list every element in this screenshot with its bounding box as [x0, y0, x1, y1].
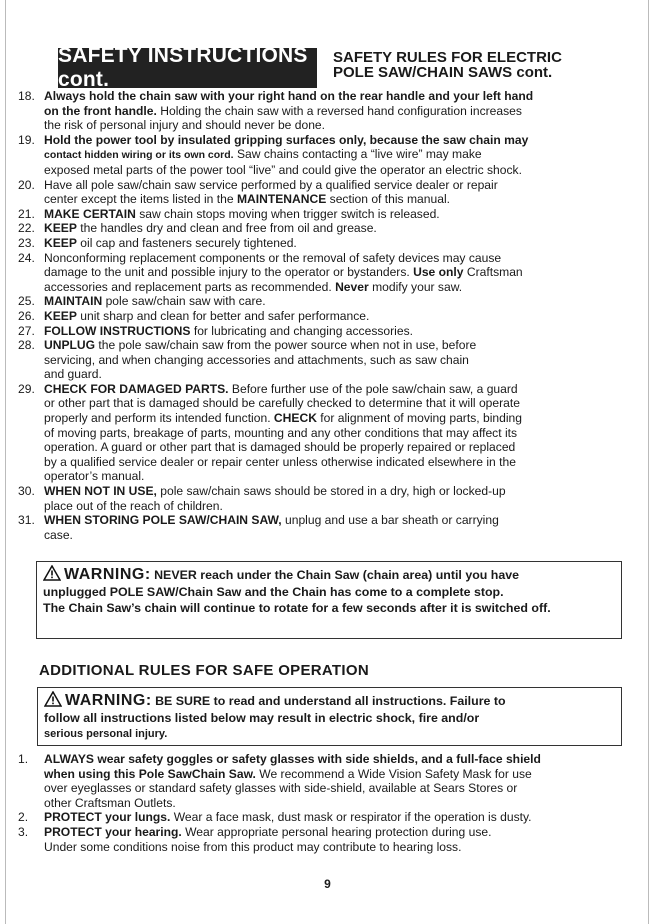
section-banner: SAFETY INSTRUCTIONS cont.: [58, 48, 317, 88]
rule-number: 22.: [18, 221, 35, 236]
page-edge-right: [648, 0, 649, 924]
warning-label: WARNING:: [65, 692, 152, 709]
rule-line: [44, 133, 644, 148]
rule-text: pole saw/chain saws should be stored in a dry, high or locked-up: [156, 484, 506, 499]
rule-number: 30.: [18, 484, 35, 499]
rule-line: [44, 796, 644, 811]
rule-line: [44, 251, 644, 266]
warning-line-2: follow all instructions listed below may result in electric shock, fire and/or: [44, 710, 480, 725]
rule-text: operator’s manual.: [44, 469, 145, 484]
rule-emphasis: Always hold the chain saw with your right hand on the rear handle and your left hand: [44, 89, 534, 103]
rule-number: 19.: [18, 132, 35, 147]
rule-line: [44, 207, 644, 222]
rule-emphasis: MAINTENANCE: [236, 192, 327, 207]
rule-text: the pole saw/chain saw from the power source when not in use, before: [95, 338, 477, 353]
rule-emphasis: KEEP: [44, 235, 77, 250]
rule-line: [44, 338, 644, 353]
rule-line: [44, 411, 644, 426]
rule-line: [44, 265, 644, 280]
rule-text: section of this manual.: [326, 192, 450, 207]
rule-number: 18.: [18, 89, 35, 103]
rule-text: Wear a face mask, dust mask or respirator if the operation is dusty.: [170, 810, 532, 825]
rule-line: [44, 840, 644, 855]
rule-line: [44, 367, 644, 382]
rule-line: [44, 192, 644, 207]
rule-item: [18, 294, 644, 309]
rule-text: pole saw/chain saw with care.: [102, 294, 266, 309]
warning-line-3: The Chain Saw’s chain will continue to rotate for a few seconds after it is switched off.: [43, 601, 551, 615]
warning-box-chain: [36, 561, 622, 639]
rule-number: 2.: [18, 810, 29, 825]
rule-emphasis: on the front handle.: [44, 103, 157, 118]
rule-line: [44, 353, 644, 368]
rule-number: 29.: [18, 381, 35, 396]
rule-emphasis: when using this Pole SawChain Saw.: [44, 766, 256, 781]
rule-number: 28.: [18, 338, 35, 353]
rule-text: Wear appropriate personal hearing protection during use.: [181, 824, 492, 839]
rule-text: properly and perform its intended function.: [44, 411, 274, 426]
rule-number: 23.: [18, 235, 35, 250]
rule-text: damage to the unit and possible injury to the operator or bystanders.: [44, 265, 414, 280]
rule-line: [44, 426, 644, 441]
rule-text: or other part that is damaged should be carefully checked to determine that it will operate: [44, 396, 520, 411]
rule-text: exposed metal parts of the power tool “live” and could give the operator an electric shock.: [44, 162, 522, 177]
rule-emphasis: WHEN STORING POLE SAW/CHAIN SAW,: [44, 513, 282, 528]
rule-item: [18, 178, 644, 207]
rule-text: operation. A guard or other part that is damaged should be properly repaired or replaced: [44, 440, 516, 455]
rule-item: [18, 221, 644, 236]
rule-item: [18, 207, 644, 222]
rule-line: [44, 178, 644, 193]
rule-line: [44, 440, 644, 455]
rule-text: Before further use of the pole saw/chain saw, a guard: [228, 381, 518, 396]
rule-line: [44, 396, 644, 411]
rule-line: [44, 118, 644, 133]
rule-line: [44, 89, 644, 104]
rule-line: [44, 294, 644, 309]
rule-text: unplug and use a bar sheath or carrying: [281, 513, 499, 528]
rule-line: [44, 163, 644, 178]
page-number: 9: [324, 877, 331, 891]
rule-number: 3.: [18, 824, 29, 839]
warning-triangle-icon: [43, 565, 61, 581]
rule-emphasis: CHECK: [273, 411, 317, 426]
rule-line: [44, 221, 644, 236]
rule-emphasis: Use only: [413, 265, 464, 280]
rule-line: [44, 484, 644, 499]
header-title-line-2: POLE SAW/CHAIN SAWS cont.: [333, 64, 553, 81]
warning-text: NEVER reach under the Chain Saw (chain area) until you have: [154, 568, 520, 582]
rule-text: servicing, and when changing accessories and attachments, such as saw chain: [44, 352, 469, 367]
rule-number: 31.: [18, 513, 35, 528]
rule-item: [18, 89, 644, 133]
rule-text: modify your saw.: [368, 279, 463, 294]
rule-item: [18, 513, 644, 542]
rule-number: 26.: [18, 308, 35, 323]
rule-line: [44, 147, 644, 163]
safety-rules-list: [18, 89, 644, 542]
rule-emphasis: WHEN NOT IN USE,: [44, 484, 157, 499]
rule-text: saw chain stops moving when trigger switch is released.: [135, 206, 440, 221]
rule-text: by a qualified service dealer or repair center unless otherwise indicated elsewhere in the: [44, 454, 516, 469]
rule-line: [44, 513, 644, 528]
rule-emphasis: KEEP: [44, 221, 77, 236]
additional-rules-list: [18, 752, 644, 854]
rule-emphasis: contact hidden wiring or its own cord.: [44, 149, 234, 162]
rule-number: 24.: [18, 250, 35, 265]
rule-line: [44, 455, 644, 470]
warning-line-1: [43, 565, 615, 584]
rule-emphasis: MAKE CERTAIN: [44, 206, 136, 221]
rule-text: place out of the reach of children.: [44, 498, 223, 513]
warning-line-3: serious personal injury.: [44, 728, 168, 740]
rule-emphasis: ALWAYS wear safety goggles or safety glasses with side shields, and a full-face shield: [44, 752, 541, 766]
rule-line: [44, 767, 644, 782]
rule-item: [18, 825, 644, 854]
warning-line-1: [44, 691, 615, 710]
rule-text: accessories and replacement parts as recommended.: [44, 279, 336, 294]
header-title-line-1: SAFETY RULES FOR ELECTRIC: [333, 49, 562, 66]
rule-text: the risk of personal injury and should never be done.: [44, 118, 326, 133]
rule-number: 20.: [18, 177, 35, 192]
rule-number: 25.: [18, 294, 35, 309]
rule-number: 21.: [18, 206, 35, 221]
rule-text: Saw chains contacting a “live wire” may make: [233, 147, 482, 162]
rule-text: We recommend a Wide Vision Safety Mask for use: [255, 766, 532, 781]
rule-text: center except the items listed in the: [44, 192, 237, 207]
rule-number: 1.: [18, 752, 29, 766]
rule-line: [44, 236, 644, 251]
rule-item: [18, 338, 644, 382]
rule-line: [44, 752, 644, 767]
rule-item: [18, 309, 644, 324]
rule-emphasis: UNPLUG: [44, 338, 96, 353]
rule-emphasis: FOLLOW INSTRUCTIONS: [44, 323, 191, 338]
rule-line: [44, 499, 644, 514]
rule-line: [44, 382, 644, 397]
rule-item: [18, 484, 644, 513]
warning-box-instructions: [37, 687, 622, 746]
rule-emphasis: PROTECT your hearing.: [44, 824, 182, 839]
rule-emphasis: MAINTAIN: [44, 294, 103, 309]
warning-triangle-icon: [44, 691, 62, 707]
rule-emphasis: PROTECT your lungs.: [44, 810, 171, 825]
rule-line: [44, 469, 644, 484]
page-header-title: [333, 50, 633, 80]
rule-item: [18, 236, 644, 251]
rule-number: 27.: [18, 323, 35, 338]
rule-item: [18, 324, 644, 339]
rule-line: [44, 528, 644, 543]
rule-item: [18, 251, 644, 295]
rule-line: [44, 810, 644, 825]
rule-text: over eyeglasses or standard safety glasses with side-shield, available at Sears Stores or: [44, 781, 518, 796]
rule-text: for alignment of moving parts, binding: [316, 411, 522, 426]
rule-text: Craftsman: [463, 265, 523, 280]
rule-text: and guard.: [44, 367, 102, 382]
rule-text: other Craftsman Outlets.: [44, 795, 176, 810]
rule-text: of moving parts, breakage of parts, mounting and any other conditions that may affect its: [44, 425, 518, 440]
rule-line: [44, 781, 644, 796]
rule-line: [44, 324, 644, 339]
rule-item: [18, 382, 644, 484]
rule-line: [44, 825, 644, 840]
rule-text: case.: [44, 527, 73, 542]
warning-label: WARNING:: [64, 566, 151, 583]
rule-text: oil cap and fasteners securely tightened.: [76, 235, 297, 250]
rule-text: Nonconforming replacement components or the removal of safety devices may cause: [44, 250, 502, 265]
rule-emphasis: KEEP: [44, 308, 77, 323]
rule-line: [44, 104, 644, 119]
rule-item: [18, 133, 644, 178]
rule-line: [44, 280, 644, 295]
rule-emphasis: Hold the power tool by insulated gripping surfaces only, because the saw chain may: [44, 132, 529, 147]
rule-emphasis: Never: [335, 279, 369, 294]
page-edge-left: [5, 0, 6, 924]
rule-item: [18, 810, 644, 825]
section-title: ADDITIONAL RULES FOR SAFE OPERATION: [39, 662, 369, 679]
rule-text: Have all pole saw/chain saw service performed by a qualified service dealer or repair: [44, 177, 498, 192]
warning-text: BE SURE to read and understand all instructions. Failure to: [155, 694, 506, 708]
rule-text: unit sharp and clean for better and safer performance.: [76, 308, 370, 323]
rule-text: for lubricating and changing accessories.: [190, 323, 413, 338]
rule-text: the handles dry and clean and free from oil and grease.: [76, 221, 377, 236]
rule-emphasis: CHECK FOR DAMAGED PARTS.: [44, 381, 229, 396]
warning-line-2: unplugged POLE SAW/Chain Saw and the Chain has come to a complete stop.: [43, 584, 504, 599]
rule-text: Holding the chain saw with a reversed hand configuration increases: [156, 103, 522, 118]
rule-line: [44, 309, 644, 324]
rule-text: Under some conditions noise from this product may contribute to hearing loss.: [44, 839, 462, 854]
rule-item: [18, 752, 644, 810]
